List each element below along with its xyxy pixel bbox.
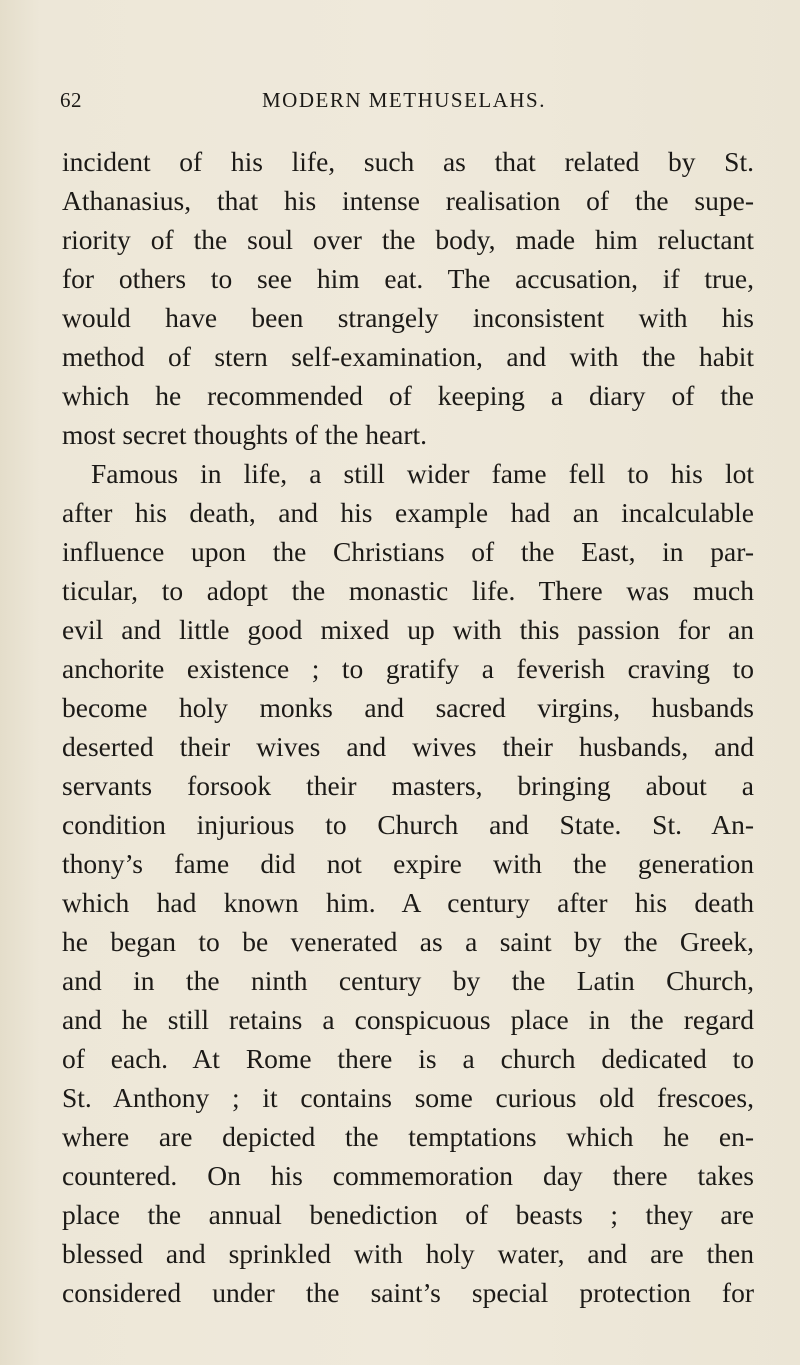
text-line: method of stern self-examination, and with the habit xyxy=(62,341,754,372)
text-line: considered under the saint’s special protection for xyxy=(62,1277,754,1308)
text-line: Athanasius, that his intense realisation of the supe- xyxy=(62,185,754,216)
text-line: for others to see him eat. The accusation, if true, xyxy=(62,263,754,294)
text-line: he began to be venerated as a saint by the Greek, xyxy=(62,926,754,957)
text-line: St. Anthony ; it contains some curious old frescoes, xyxy=(62,1082,754,1113)
text-line: incident of his life, such as that related by St. xyxy=(62,146,754,177)
text-line: anchorite existence ; to gratify a feverish craving to xyxy=(62,653,754,684)
text-line: riority of the soul over the body, made him reluctant xyxy=(62,224,754,255)
text-line: most secret thoughts of the heart. xyxy=(62,419,428,450)
text-line: which had known him. A century after his death xyxy=(62,887,754,918)
body-text xyxy=(62,142,754,1312)
text-line: of each. At Rome there is a church dedicated to xyxy=(62,1043,754,1074)
text-line: blessed and sprinkled with holy water, and are then xyxy=(62,1238,754,1269)
text-line: thony’s fame did not expire with the generation xyxy=(62,848,754,879)
text-line: deserted their wives and wives their husbands, and xyxy=(62,731,754,762)
text-line: and in the ninth century by the Latin Church, xyxy=(62,965,754,996)
text-line: countered. On his commemoration day there takes xyxy=(62,1160,754,1191)
text-line: after his death, and his example had an incalculable xyxy=(62,497,754,528)
text-line: evil and little good mixed up with this passion for an xyxy=(62,614,754,645)
text-line: which he recommended of keeping a diary of the xyxy=(62,380,754,411)
paragraph-start-line: Famous in life, a still wider fame fell to his lot xyxy=(91,458,754,489)
text-line: where are depicted the temptations which he en- xyxy=(62,1121,754,1152)
page-header xyxy=(60,88,748,118)
text-line: and he still retains a conspicuous place in the regard xyxy=(62,1004,754,1035)
text-line: ticular, to adopt the monastic life. There was much xyxy=(62,575,754,606)
running-head: MODERN METHUSELAHS. xyxy=(261,88,546,112)
text-line: servants forsook their masters, bringing about a xyxy=(62,770,754,801)
text-line: condition injurious to Church and State. St. An- xyxy=(62,809,754,840)
page-number: 62 xyxy=(60,88,82,112)
text-line: become holy monks and sacred virgins, husbands xyxy=(62,692,754,723)
text-line: would have been strangely inconsistent with his xyxy=(62,302,754,333)
text-line: place the annual benediction of beasts ; they are xyxy=(62,1199,754,1230)
text-line: influence upon the Christians of the East, in par- xyxy=(62,536,754,567)
